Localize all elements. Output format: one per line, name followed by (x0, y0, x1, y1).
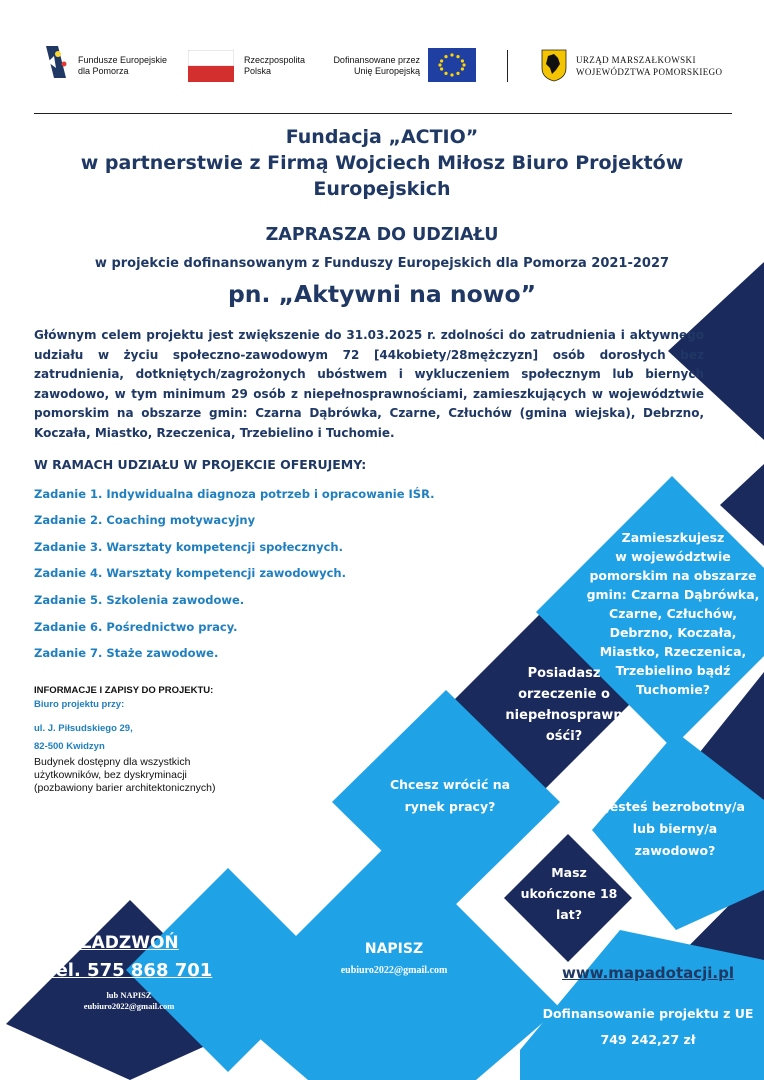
call-label: ZADZWOŃ (79, 933, 179, 953)
question-residence: Zamieszkujesz w województwie pomorskim na obszarze gmin: Czarna Dąbrówka, Czarne, Człuchów, Debrzno, Koczała, Miastko, Rzeczenica, Trzebielino bądź Tuchomie? (586, 530, 760, 697)
task-item: Zadanie 7. Staże zawodowe. (34, 646, 219, 660)
website-link[interactable]: www.mapadotacji.pl (561, 964, 734, 982)
task-item: Zadanie 6. Pośrednictwo pracy. (34, 620, 238, 634)
um-label: URZĄD MARSZAŁKOWSKI WOJEWÓDZTWA POMORSKIEGO (576, 55, 723, 77)
email-small[interactable]: eubiuro2022@gmail.com (83, 1001, 175, 1011)
poland-flag-icon (188, 50, 234, 82)
phone-link[interactable]: Tel. 575 868 701 (45, 960, 213, 981)
question-age: Masz ukończone 18 lat? (520, 865, 618, 922)
email-link[interactable]: eubiuro2022@gmail.com (340, 965, 448, 976)
logo-rzeczpospolita (188, 48, 316, 84)
call-sub (44, 990, 214, 1012)
offer-heading: W RAMACH UDZIAŁU W PROJEKCIE OFERUJEMY: (34, 457, 367, 472)
rp-label: Rzeczpospolita Polska (244, 55, 306, 76)
office-label: Biuro projektu przy: (34, 699, 125, 710)
task-item: Zadanie 2. Coaching motywacyjny (34, 513, 256, 527)
office-city: 82-500 Kwidzyn (34, 741, 105, 752)
info-heading: INFORMACJE I ZAPISY DO PROJEKTU: (34, 685, 214, 696)
invite-heading: ZAPRASZA DO UDZIAŁU (265, 225, 499, 245)
office-street: ul. J. Piłsudskiego 29, (34, 723, 133, 734)
funding-amount: 749 242,27 zł (600, 1032, 696, 1047)
question-return-to-work: Chcesz wrócić na rynek pracy? (389, 777, 511, 814)
logo-urzad-marszalkowski (540, 48, 740, 84)
title-line-3: Europejskich (313, 178, 451, 200)
organizer-title (40, 124, 724, 202)
accessibility-note: Budynek dostępny dla wszystkich użytkowników, bez dyskryminacji (pozbawiony barier architektonicznych) (34, 756, 216, 794)
ue-label: Dofinansowane przez Unię Europejską (333, 55, 420, 76)
logo-unia-europejska (328, 48, 478, 84)
griffin-crest-icon (540, 48, 568, 82)
logo-fundusze-europejskie (44, 42, 184, 82)
project-description: Głównym celem projektu jest zwiększenie do 31.03.2025 r. zdolności do zatrudnienia i aktywnego udziału w życiu społeczno-zawodowym 72 [44kobiety/28mężczyzn] osób dorosłych bez zatrudnienia, dotkniętych/zagrożonych ubóstwem i wykluczeniem społecznym lub biernych zawodowo, w tym minimum 29 osób z niepełnosprawnościami, zamieszkujących w województwie pomorskim na obszarze gmin: Czarna Dąbrówka, Czarne, Człuchów (gmina wiejska), Debrzno, Koczała, Miastko, Rzeczenica, Trzebielino i Tuchomie. (34, 328, 704, 440)
question-disability: Posiadasz orzeczenie o niepełnosprawn ośći? (505, 666, 623, 744)
task-item: Zadanie 4. Warsztaty kompetencji zawodowych. (34, 566, 346, 580)
or-write-label: lub NAPISZ (106, 990, 152, 1000)
fe-flag-icon (44, 42, 74, 82)
title-line-2: w partnerstwie z Firmą Wojciech Miłosz Biuro Projektów (80, 152, 684, 174)
task-item: Zadanie 1. Indywidualna diagnoza potrzeb i opracowanie IŚR. (34, 487, 435, 501)
task-item: Zadanie 3. Warsztaty kompetencji społecznych. (34, 540, 343, 554)
title-line-1: Fundacja „ACTIO” (285, 126, 479, 148)
fe-label: Fundusze Europejskie dla Pomorza (78, 55, 168, 76)
write-label: NAPISZ (364, 941, 424, 957)
project-name: pn. „Aktywni na nowo” (227, 280, 537, 308)
project-funding-line: w projekcie dofinansowanym z Funduszy Europejskich dla Pomorza 2021-2027 (94, 256, 670, 271)
eu-flag-icon (428, 48, 476, 82)
header-divider (507, 50, 508, 82)
funding-info (528, 1001, 764, 1053)
header-rule (34, 113, 732, 114)
task-item: Zadanie 5. Szkolenia zawodowe. (34, 593, 245, 607)
funding-label: Dofinansowanie projektu z UE (542, 1006, 754, 1021)
question-unemployed: Jesteś bezrobotny/a lub bierny/a zawodowo? (605, 799, 745, 858)
